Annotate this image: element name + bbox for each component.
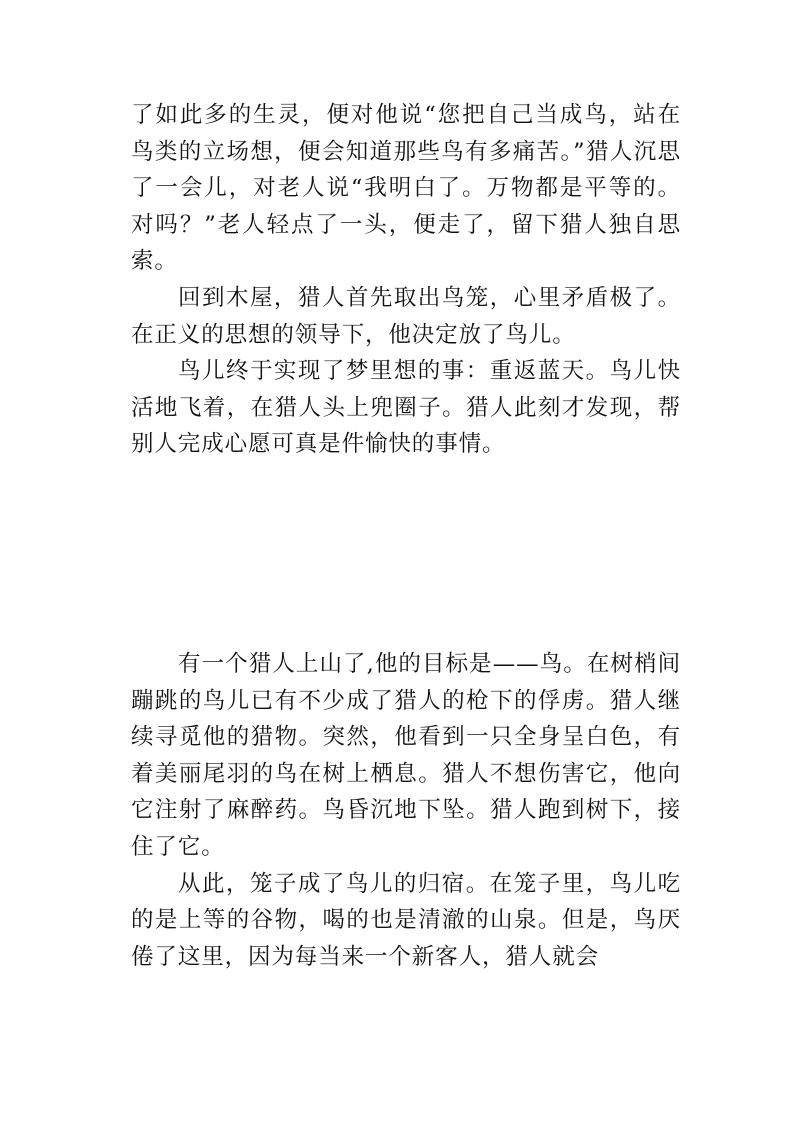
paragraph-bird-freed: 鸟儿终于实现了梦里想的事：重返蓝天。鸟儿快活地飞着，在猎人头上兜圈子。猎人此刻才发现，帮别人完成心愿可真是件愉快的事情。 <box>131 358 681 458</box>
paragraph-cage-home: 从此，笼子成了鸟儿的归宿。在笼子里，鸟儿吃的是上等的谷物，喝的也是清澈的山泉。但是，鸟厌倦了这里，因为每当来一个新客人，猎人就会 <box>131 870 681 970</box>
paragraph-hunter-goes-up-mountain: 有一个猎人上山了,他的目标是——鸟。在树梢间蹦跳的鸟儿已有不少成了猎人的枪下的俘虏。猎人继续寻觅他的猎物。突然，他看到一只全身呈白色，有着美丽尾羽的鸟在树上栖息。猎人不想伤害它，他向它注射了麻醉药。鸟昏沉地下坠。猎人跑到树下，接住了它。 <box>131 651 681 860</box>
paragraph-hunter-old-man: 了如此多的生灵，便对他说“您把自己当成鸟，站在鸟类的立场想，便会知道那些鸟有多痛苦。”猎人沉思了一会儿，对老人说“我明白了。万物都是平等的。对吗？”老人轻点了一头，便走了，留下猎人独自思索。 <box>131 102 681 275</box>
paragraph-return-cabin: 回到木屋，猎人首先取出鸟笼，心里矛盾极了。在正义的思想的领导下，他决定放了鸟儿。 <box>131 284 681 348</box>
story-section-one <box>131 97 681 463</box>
story-section-two <box>131 646 681 975</box>
